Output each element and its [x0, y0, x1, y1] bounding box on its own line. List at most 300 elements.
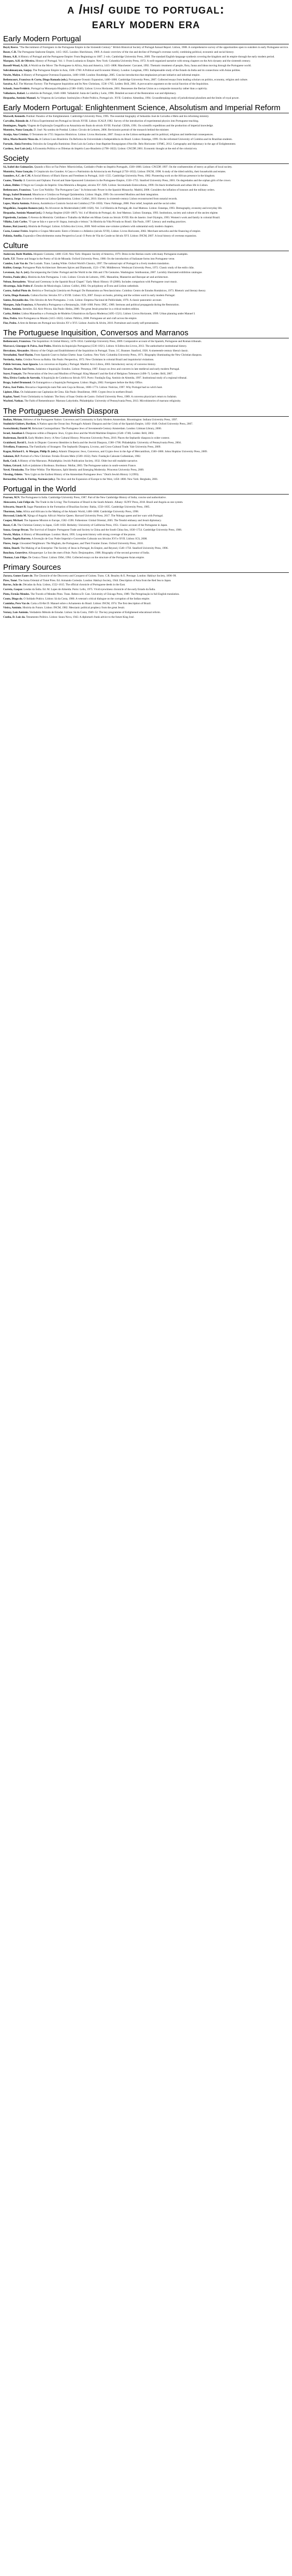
- entry-text: Império e Grupos Mercantis: Entre o Oriente e o Atlântico (século XVII). Lisbon: Livros Horizonte, 2002. Merchant networks and the financing of empire.: [29, 229, 201, 233]
- entry-text: História do Futuro. Lisbon: INCM, 1982. Messianic political prophecy from the great Jesuit.: [22, 606, 125, 610]
- entry-author: Israel, Jonathan I.: [3, 432, 25, 436]
- bibliography-entry: [3, 179, 289, 183]
- bibliography-entry: [3, 432, 289, 436]
- bibliography-entry: [3, 289, 289, 293]
- entry-author: Marcocci, Giuseppe & Paiva, José Pedro.: [3, 344, 52, 348]
- bibliography-entry: [3, 496, 289, 500]
- bibliography-entry: [3, 340, 289, 344]
- bibliography-entry: [3, 211, 289, 215]
- bibliography-entry: [3, 501, 289, 504]
- entry-text: Escravos e Senhores na Lisboa Quinhentista. Lisbon: Colibri, 2010. Slavery in sixteenth-century Lisbon reconstructed from notarial records.: [22, 197, 178, 201]
- section-heading: The Portuguese Jewish Diaspora: [3, 407, 289, 417]
- bibliography-entry: [3, 225, 289, 229]
- bibliography-entry: [3, 257, 289, 261]
- entry-text: A Parenética Portuguesa e a Restauração, 1640–1668. Porto: INIC, 1989. Sermons and political propaganda during the Restoration.: [34, 303, 179, 307]
- bibliography-entry: [3, 166, 289, 169]
- bibliography-entry: [3, 377, 289, 380]
- entry-text: O Avesso da Memória: Cotidiano e Trabalho da Mulher em Minas Gerais no Século XVIII. Rio de Janeiro: José Olympio, 1993. Women's work and family in colonial Brazil.: [28, 216, 221, 219]
- entry-text: The Jews and the Expansion of Europe to the West, 1450–1800. New York: Berghahn, 2001.: [56, 477, 159, 481]
- entry-text: Portuguese Oceanic Expansion, 1400–1800. Cambridge University Press, 2007. Collected essays from leading scholars on politics, economy, religion and culture.: [68, 78, 248, 81]
- entry-text: A History of Portugal and the Portuguese Empire: From Beginnings to 1807. 2 vols. Cambridge University Press, 2009. The standard English-language synthesis covering the kingdom and its empire through the early modern period.: [18, 55, 275, 58]
- entry-text: Pobreza, Assistência e Controlo Social em Coimbra (1750–1850). Viseu: Palimage, 2000. Poor relief, hospitals and the social order.: [30, 202, 176, 206]
- entry-text: História de Portugal. Lisbon: A Esfera dos Livros, 2009. Well-written one-volume synthesis with substantial early modern chapters.: [28, 225, 174, 229]
- entry-text: Albuquerque: Le lion des mers d'Asie. Paris: Desjonquères, 1988. Biography of the second governor of India.: [28, 551, 150, 555]
- entry-text: Early Modern Jewry: A New Cultural History. Princeton University Press, 2010. Places the Sephardic diaspora in wider context.: [28, 436, 170, 440]
- section-heading: Primary Sources: [3, 563, 289, 573]
- entry-text: Oito Séculos de Arte Portuguesa. 3 vols. Lisbon: Empresa Nacional de Publicidade, 1970. A classic panoramic account.: [29, 298, 162, 302]
- entry-text: Hebrews of the Portuguese Nation: Conversos and Community in Early Modern Amsterdam. Bloomington: Indiana University Press, 1997.: [23, 418, 178, 421]
- entry-author: Vieira, António.: [3, 606, 22, 610]
- entry-text: The Making of an Enterprise: The Society of Jesus in Portugal, Its Empire, and Beyond, 1540–1750. Stanford University Press, 1996.: [20, 546, 168, 550]
- entry-text: The Lusiads. Trans. Landeg White. Oxford World's Classics, 1997. The national epic of Portugal in a lively modern translation.: [29, 262, 170, 265]
- bibliography-entry: [3, 349, 289, 353]
- entry-author: Hespanha, António Manuel.: [3, 96, 36, 100]
- entry-text: History of the Origin and Establishment of the Inquisition in Portugal. Trans. J.C. Branner. Stanford, 1926. A nineteenth-century liberal classic.: [30, 349, 189, 352]
- bibliography-entry: [3, 363, 289, 367]
- bibliography-entry: [3, 197, 289, 201]
- bibliography-entry: [3, 547, 289, 550]
- section-heading: Portugal in the World: [3, 485, 289, 495]
- entry-text: Encompassing the Globe: Portugal and the World in the 16th and 17th Centuries. Washington: Smithsonian, 2007. Lavishly illustrated exhibition catalogue.: [30, 271, 203, 275]
- entry-author: Pires, Tomé.: [3, 579, 18, 582]
- bibliography-entry: [3, 294, 289, 298]
- entry-author: Marques, A.H. de Oliveira.: [3, 60, 35, 63]
- entry-text: A Inquisição de Coimbra no Século XVI. Porto: Fundação Eng. António de Almeida, 1997. Institutional study of a regional tribunal.: [41, 377, 187, 380]
- entry-text: O Soldado Prático. Lisbon: Sá da Costa, 1980. A veteran's critical dialogue on the corruption of the Indian empire.: [23, 597, 150, 601]
- entry-text: O Antigo Regime (1620–1807). Vol. 4 of História de Portugal, dir. José Mattoso. Lisbon: Estampa, 1993. Institutions, society and culture of the ancien régime.: [43, 211, 218, 215]
- bibliography-entry: [3, 120, 289, 123]
- entry-text: Quando o Rico se Faz Pobre: Misericórdias, Caridade e Poder no Império Português, 1500–1800. Lisbon: CNCDP, 1997. On the confraternities of mercy as pillars of local society.: [34, 165, 233, 169]
- entry-text: History of Portugal. Vol. 1: From Lusitania to Empire. New York: Columbia University Press, 1972. A well-organized narrative with strong chapters on the Avis dynasty and the sixteenth century.: [35, 60, 251, 63]
- bibliography-entry: [3, 588, 289, 592]
- bibliography-entry: [3, 468, 289, 472]
- entry-author: Flor, Pedro.: [3, 321, 17, 325]
- entry-text: The Japanese Mission to Europe, 1582–1590. Folkestone: Global Oriental, 2005. The Tenshō embassy and Jesuit diplomacy.: [23, 519, 162, 523]
- bibliography-entry: [3, 345, 289, 348]
- entry-text: Oráculos da Geografia Iluminista: Dom Luís da Cunha e Jean-Baptiste Bourguignon d'Anville. Belo Horizonte: UFMG, 2012. Cartography and diplomacy in the age of Enlightenment.: [32, 142, 236, 146]
- entry-author: Bethencourt, Francisco.: [3, 188, 31, 192]
- bibliography-entry: [3, 128, 289, 132]
- entry-text: The Portuguese Seaborne Empire, 1415–1825. London: Hutchinson, 1969. A classic overview of the rise and decline of Portugal's overseas world, combining political, economic and social history.: [17, 50, 234, 54]
- entry-text: Portrait of a New Christian: Fernão Álvares Melo (1569–1632). Paris: Fundação Calouste Gulbenkian, 1982.: [20, 455, 141, 458]
- bibliography-entry: [3, 64, 289, 68]
- bibliography-entry: [3, 602, 289, 606]
- entry-author: Roth, Cecil.: [3, 459, 17, 463]
- entry-text: Os Estrangeiros e a Inquisição Portuguesa. Lisbon: Hugin, 2002. Foreigners before the Holy Office.: [32, 381, 143, 385]
- bibliography-entry: [3, 391, 289, 394]
- bibliography-entry: [3, 322, 289, 325]
- entry-author: Fonseca, Jorge.: [3, 197, 21, 201]
- entry-author: Boxer, C.R.: [3, 50, 17, 54]
- entry-author: Bodian, Miriam.: [3, 418, 23, 421]
- entry-text: Souls in Dispute: Converso Identities in Iberia and the Jewish Diaspora, 1580–1700. Philadelphia: University of Pennsylvania Press, 2004.: [28, 441, 181, 444]
- bibliography-entry: [3, 271, 289, 275]
- entry-author: Costa, Leonor Freire.: [3, 229, 29, 233]
- section-heading: Culture: [3, 241, 289, 251]
- entry-text: No Alvorecer da Modernidade (1480–1620). Vol. 3 of História de Portugal, dir. José Mattoso. Lisbon: Estampa, 1993. Demography, economy and everyday life.: [45, 206, 223, 210]
- entry-text: Sermões. Ed. Alcir Pécora. São Paulo: Hedra, 2000. The great Jesuit preacher in a critical modern edition.: [22, 308, 140, 311]
- section: [3, 103, 289, 151]
- entry-author: Vieira, António.: [3, 308, 22, 311]
- entry-author: Zurara, Gomes Eanes de.: [3, 574, 33, 578]
- entry-author: Thornton, John.: [3, 510, 22, 513]
- entry-text: Décadas da Ásia. Lisbon, 1552–1615. The official chronicle of Portuguese deeds in the East.: [23, 583, 126, 587]
- bibliography-entry: [3, 143, 289, 146]
- entry-text: O Negro no Coração do Império: Uma Memória a Resgatar, séculos XV–XIX. Lisbon: Secretariado Entreculturas, 1999. On black brotherhoods and urban life in Lisbon.: [20, 183, 209, 187]
- entry-author: Lopes, Maria Antónia.: [3, 202, 30, 206]
- entry-author: Braga, Isabel Drumond.: [3, 193, 32, 196]
- bibliography-entry: [3, 83, 289, 86]
- bibliography-entry: [3, 207, 289, 210]
- entry-author: Bouchon, Geneviève.: [3, 551, 28, 555]
- bibliography-entry: [3, 51, 289, 54]
- bibliography-entry: [3, 97, 289, 100]
- bibliography-entry: [3, 280, 289, 284]
- entry-author: Flores, Jorge.: [3, 542, 19, 546]
- section: [3, 485, 289, 560]
- entry-author: Pulido Serrano, Juan Ignacio.: [3, 363, 39, 367]
- entry-text: Expansão e Descobrimentos numa Perspectiva Local: O Porto de Vila do Conde no Século XVI. Lisbon: INCM, 2007. A local history of overseas expansion.: [23, 234, 197, 238]
- entry-author: Santos, Reynaldo dos.: [3, 298, 29, 302]
- entry-text: The Chronicle of the Discovery and Conquest of Guinea. Trans. C.R. Beazley & E. Prestage. London: Hakluyt Society, 1896–99.: [33, 574, 177, 578]
- entry-text: La rebelión de Portugal, 1640–1680. Valladolid: Junta de Castilla y León, 1998. Detailed account of the Restoration war and diplomacy.: [26, 91, 177, 95]
- entry-text: Unwanted Neighbours: The Mughals, the Portuguese, and Their Frontier Zones. Oxford University Press, 2018.: [19, 542, 143, 546]
- section-heading: The Portuguese Inquisition, Conversos and Marranos: [3, 328, 289, 338]
- bibliography-entry: [3, 528, 289, 532]
- entry-author: Coates, Timothy J.: [3, 179, 26, 183]
- entry-text: From Christianity to Judaism: The Story of Isaac Orobio de Castro. Oxford University Press, 1989. A converso physician's return to Judaism.: [20, 395, 177, 398]
- bibliography-entry: [3, 234, 289, 238]
- section-heading: Early Modern Portugal: [3, 34, 289, 44]
- entry-author: Monteiro, Nuno Gonçalo.: [3, 170, 33, 173]
- section-heading: Society: [3, 154, 289, 164]
- entry-author: Carita, Helder.: [3, 312, 21, 316]
- entry-author: Schwartz, Stuart B.: [3, 505, 27, 509]
- entry-author: Figueiredo, Luciano.: [3, 216, 28, 219]
- entry-text: From Spanish Court to Italian Ghetto: Isaac Cardoso. New York: Columbia University Press, 1971. Biography illuminating the New Christian diaspora.: [34, 354, 202, 357]
- bibliography-entry: [3, 455, 289, 458]
- entry-author: Heywood, Linda M.: [3, 514, 27, 518]
- entry-author: Lahon, Didier.: [3, 183, 20, 187]
- bibliography-entry: [3, 519, 289, 523]
- entry-text: História da Inquisição Portuguesa (1536–1821). Lisbon: A Esfera dos Livros, 2013. The authoritative institutional history.: [52, 344, 187, 348]
- bibliography-entry: [3, 303, 289, 307]
- entry-author: Saunders, A.C. de C.M.: [3, 174, 31, 178]
- entry-author: Bethencourt, Francisco.: [3, 340, 31, 344]
- entry-author: Studnicki-Gizbert, Daviken.: [3, 422, 36, 426]
- entry-author: Pearson, M.N.: [3, 496, 20, 500]
- bibliography-entry: [3, 450, 289, 454]
- entry-author: Disney, A.R.: [3, 55, 18, 58]
- entry-text: The Survival of Empire: Portuguese Trade and Society in China and the South China Sea, 1630–1754. Cambridge University Press, 1986.: [29, 528, 182, 532]
- entry-text: De Ceuta a Timor. Lisbon: Difel, 1994. Collected essays on the structure of the Portuguese Asian empire.: [28, 556, 145, 559]
- bibliography-entry: [3, 445, 289, 449]
- entry-author: Salomon, H.P.: [3, 455, 20, 458]
- entry-author: Verney, Luís António.: [3, 611, 29, 615]
- entry-author: Swetschinski, Daniel M.: [3, 427, 32, 431]
- entry-text: Verdadeiro Método de Estudar. Lisbon: Sá da Costa, 1949–52. The key programme of Enlightened educational reform.: [29, 611, 161, 615]
- bibliography-entry: [3, 92, 289, 96]
- entry-text: Judaísmo e Inquisição: Estudos. Lisbon: Presença, 1987. Essays on Jews and converts in late medieval and early modern Portugal.: [35, 367, 180, 371]
- entry-author: Nelson, Bernadette.: [3, 280, 27, 284]
- entry-author: Alvarenga, João Pedro d'.: [3, 285, 34, 288]
- entry-author: Araújo, Ana Cristina.: [3, 133, 29, 137]
- entry-author: Pinto, Fernão Mendes.: [3, 592, 30, 596]
- entry-text: The Christian Century in Japan, 1549–1650. Berkeley: University of California Press, 1951. Classic account of the Portuguese in Japan.: [17, 523, 168, 527]
- bibliography-entry: [3, 427, 289, 431]
- entry-author: Carvalho, Rómulo de.: [3, 119, 29, 123]
- bibliography-entry: [3, 184, 289, 187]
- entry-author: Earle, T.F.: [3, 257, 16, 261]
- section-heading: Early Modern Portugal: Enlightenment Science, Absolutism and Imperial Reform: [3, 103, 289, 113]
- entry-author: Soyer, François.: [3, 372, 22, 375]
- bibliography-entry: [3, 533, 289, 537]
- entry-author: Trivellato, Francesca.: [3, 445, 29, 449]
- bibliography-entry: [3, 354, 289, 357]
- bibliography-entry: [3, 616, 289, 619]
- entry-author: Barros, João de.: [3, 583, 22, 587]
- entry-author: Boyd, Reeve.: [3, 46, 19, 49]
- title-line-1: a /his/ guide to portugal:: [67, 2, 225, 17]
- entry-author: Bethencourt, Francisco & Curto, Diogo Ramada (eds.).: [3, 78, 68, 81]
- bibliography-entry: [3, 583, 289, 587]
- entry-author: Boxer, C.R.: [3, 523, 17, 527]
- bibliography-entry: [3, 60, 289, 63]
- entry-author: Marques, João Francisco.: [3, 303, 34, 307]
- entry-author: Newitt, Malyn.: [3, 533, 21, 536]
- entry-text: Atlantic Diasporas: Jews, Conversos, and Crypto-Jews in the Age of Mercantilism, 1500–1800. Johns Hopkins University Press, 2009.: [58, 450, 208, 454]
- entry-author: Yerushalmi, Yosef Hayim.: [3, 354, 34, 357]
- bibliography-entry: [3, 189, 289, 192]
- bibliography-entry: [3, 579, 289, 583]
- entry-text: The Portuguese Empire in Asia, 1500–1700: A Political and Economic History. London: Longman, 1993. Indispensable study of the Estado da India and its connections with Asian polities.: [33, 68, 241, 72]
- entry-author: Alden, Dauril.: [3, 546, 20, 550]
- entry-author: Levenson, Jay A. (ed.).: [3, 271, 30, 275]
- section: [3, 154, 289, 238]
- bibliography-entry: [3, 473, 289, 477]
- bibliography-entry: [3, 216, 289, 220]
- bibliography-entry: [3, 193, 289, 197]
- entry-text: Theme and Image in the Poetry of Sá de Miranda. Oxford University Press, 1980. On the introduction of Italianate forms into Portuguese verse.: [16, 257, 175, 261]
- entry-author: Kaplan, Yosef.: [3, 395, 20, 398]
- entry-author: Newitt, Malyn.: [3, 73, 21, 77]
- bibliography-entry: [3, 266, 289, 270]
- entry-text: A Física Experimental em Portugal no Século XVIII. Lisbon: ICALP, 1982. Survey of the introduction of experimental physics into Portuguese teaching.: [29, 119, 199, 123]
- entry-author: Cardoso, José Luís (ed.).: [3, 147, 32, 150]
- bibliography-entry: [3, 115, 289, 119]
- entry-text: The Persecution of the Jews and Muslims of Portugal: King Manuel I and the End of Religious Tolerance (1496–7). Leiden: Brill, 2007.: [22, 372, 173, 375]
- entry-text: Convicts and Orphans: Forced and State-Sponsored Colonizers in the Portuguese Empire, 1550–1755. Stanford University Press, 2001. On degredados and the orphan girls of the crown.: [26, 179, 232, 183]
- entry-author: Subrahmanyam, Sanjay.: [3, 68, 32, 72]
- entry-author: Schaub, Jean-Frédéric.: [3, 87, 31, 91]
- bibliography-entry: [3, 418, 289, 422]
- entry-author: Herculano, Alexandre.: [3, 349, 30, 352]
- bibliography-entry: [3, 285, 289, 288]
- entry-author: Mea, Elvira Cunha de Azevedo.: [3, 377, 41, 380]
- entry-text: Juifs et judaïsme à Bordeaux. Bordeaux: Mollat, 2003. The Portuguese nation in south-western France.: [22, 464, 137, 467]
- section: [3, 563, 289, 619]
- section: [3, 241, 289, 325]
- entry-author: Saraiva, A.J.: [3, 83, 18, 86]
- entry-author: Pereira, Paulo (dir.).: [3, 275, 28, 279]
- entry-author: Silva, Maria Beatriz Nizza da.: [3, 137, 39, 141]
- entry-text: Testamento Político. Lisbon: Seara Nova, 1943. A diplomat's frank advice to the future King José.: [26, 615, 135, 619]
- bibliography-entry: [3, 514, 289, 518]
- bibliography-entry: [3, 74, 289, 77]
- entry-text: Arte Portuguesa no Mundo (1415–1822). Lisbon: Público, 2008. Portuguese art and craft across the empire.: [18, 317, 138, 321]
- bibliography-entry: [3, 308, 289, 311]
- bibliography-entry: [3, 276, 289, 279]
- entry-author: Alencastro, Luiz Felipe de.: [3, 500, 35, 504]
- entry-text: "New Light on the Earliest History of the Amsterdam Portuguese Jews." Dutch Jewish History 3 (1993).: [23, 473, 139, 477]
- entry-text: A Invenção de Goa: Poder Imperial e Conversões Culturais nos Séculos XVI e XVII. Lisbon: ICS, 2008.: [31, 537, 148, 541]
- entry-text: Portuguese Plain Architecture: Between Spices and Diamonds, 1521–1706. Middletown: Wesleyan University Press, 1972. Classic study of the estilo chão.: [22, 266, 194, 270]
- entry-author: Correia, Gaspar.: [3, 588, 23, 592]
- entry-author: Wachtel, Nathan.: [3, 399, 24, 403]
- bibliography-entry: [3, 170, 289, 174]
- entry-author: Kubler, George.: [3, 266, 22, 270]
- bibliography-entry: [3, 55, 289, 59]
- bibliography-entry: [3, 253, 289, 256]
- entry-text: The Faith of Remembrance: Marrano Labyrinths. Philadelphia: University of Pennsylvania Press, 2013. Microhistories of marrano religiosity.: [24, 399, 181, 403]
- bibliography-entry: [3, 69, 289, 73]
- entry-author: Caminha, Pero Vaz de.: [3, 602, 30, 605]
- bibliography-entry: [3, 386, 289, 390]
- entry-author: Camões, Luís Vaz de.: [3, 262, 29, 265]
- entry-author: Bernardini, Paolo & Fiering, Norman (eds.).: [3, 477, 56, 481]
- entry-author: Xavier, Ângela Barreto.: [3, 537, 31, 541]
- bibliography-entry: [3, 202, 289, 206]
- bibliography-entry: [3, 551, 289, 555]
- entry-author: Furtado, Júnia Ferreira.: [3, 142, 32, 146]
- entry-author: Anderson, Ruth Matilda.: [3, 252, 33, 256]
- entry-text: Reluctant Cosmopolitans: The Portuguese Jews of Seventeenth-Century Amsterdam. London: Littman Library, 2000.: [32, 427, 162, 431]
- entry-text: Carta a El-Rei D. Manuel sobre o Achamento do Brasil. Lisbon: INCM, 1974. The first description of Brazil.: [30, 602, 152, 605]
- sections-container: [3, 34, 289, 619]
- bibliography-entry: [3, 230, 289, 233]
- bibliography-entry: [3, 505, 289, 509]
- entry-text: Cultura Escrita: Séculos XV a XVIII. Lisbon: ICS, 2007. Essays on books, printing and the written word in early modern Portugal.: [30, 294, 176, 298]
- page-title: [3, 2, 289, 31]
- bibliography-entry: [3, 510, 289, 514]
- entry-author: Novinsky, Anita.: [3, 358, 23, 362]
- entry-author: Lipiner, Elias.: [3, 390, 20, 394]
- bibliography-entry: [3, 460, 289, 463]
- bibliography-entry: [3, 524, 289, 527]
- entry-text: Hispanic Costume, 1480–1530. New York: Hispanic Society of America, 1979. Dress in the Iberian courts with many Portuguese examples.: [33, 252, 188, 256]
- bibliography-entry: [3, 87, 289, 91]
- bibliography-entry: [3, 262, 289, 266]
- entry-author: Magalhães, Joaquim Romero (ed.).: [3, 206, 45, 210]
- bibliography-entry: [3, 133, 289, 137]
- section: [3, 328, 289, 404]
- entry-author: Polónia, Amélia.: [3, 234, 22, 238]
- entry-author: Castro, Aníbal Pinto de.: [3, 289, 32, 293]
- entry-author: Domingues, Ângela.: [3, 124, 27, 127]
- entry-text: A History of Mozambique. London: Hurst, 1995. Long-term history with strong coverage of the prazos.: [21, 533, 136, 536]
- entry-author: Sá, Isabel dos Guimarães.: [3, 165, 34, 169]
- entry-text: "The Recruitment of Foreigners in the Portuguese Empire in the Sixteenth Century." British Historical Society of Portugal Annual Report. Lisbon, 1988. A comprehensive survey of the opportunities open to outsiders in early Portuguese service.: [19, 46, 289, 49]
- bibliography-entry: [3, 317, 289, 321]
- entry-text: História da Arte Portuguesa. 3 vols. Lisbon: Círculo de Leitores, 1995. Manueline, Mannerist and Baroque art and architecture.: [28, 275, 169, 279]
- entry-text: The Suma Oriental of Tomé Pires. Ed. Armando Cortesão. London: Hakluyt Society, 1944. Description of Asia from the Red Sea to Japan.: [18, 579, 172, 582]
- entry-text: A Arte do Retrato em Portugal nos Séculos XV e XVI. Lisbon: Assírio & Alvim, 2010. Portraiture and courtly self-presentation.: [17, 321, 160, 325]
- entry-author: Dias, Pedro.: [3, 317, 18, 321]
- entry-text: The Portuguese in India. Cambridge University Press, 1987. Part of the New Cambridge History of India; concise and authoritative.: [20, 496, 167, 500]
- entry-text: O Terramoto de 1755: Impactos Históricos. Lisbon: Livros Horizonte, 2007. Essays on the Lisbon earthquake and its political, religious and intellectual consequences.: [29, 133, 214, 137]
- bibliography-entry: [3, 138, 289, 142]
- bibliography-entry: [3, 464, 289, 468]
- entry-text: Los conversos en España y Portugal. Madrid: Arco Libros, 2003. Introductory survey of converso history.: [39, 363, 156, 367]
- entry-author: Couto, Diogo do.: [3, 597, 23, 601]
- bibliography-entry: [3, 556, 289, 560]
- bibliography-entry: [3, 312, 289, 316]
- entry-text: Bruxaria e Superstição num País sem Caça às Bruxas, 1600–1774. Lisbon: Notícias, 1997. Why Portugal had no witch hunt.: [25, 386, 163, 390]
- bibliography-entry: [3, 147, 289, 151]
- entry-author: Curto, Diogo Ramada.: [3, 294, 30, 298]
- entry-author: Ramos, Rui (coord.).: [3, 225, 28, 229]
- entry-author: Maxwell, Kenneth.: [3, 114, 26, 118]
- section: [3, 34, 289, 100]
- entry-text: The Trade in the Living: The Formation of Brazil in the South Atlantic. Albany: SUNY Press, 2018. Brazil and Angola as one system.: [35, 500, 184, 504]
- entry-text: Portugal na Monarquia Hispânica (1580–1640). Lisbon: Livros Horizonte, 2001. Reassesses the Iberian Union as a composite monarchy rather than a captivity.: [31, 87, 208, 91]
- bibliography-entry: [3, 611, 289, 615]
- bibliography-entry: [3, 46, 289, 50]
- entry-author: Graizbord, David L.: [3, 441, 28, 444]
- entry-text: Mouriscos e Cristãos no Portugal Quinhentista. Lisbon: Hugin, 1999. On converted Muslims and their integration.: [32, 193, 159, 196]
- entry-text: The Other Within: The Marranos, Split Identity and Emerging Modernity. Princeton University Press, 2009.: [25, 468, 144, 472]
- bibliography-entry: [3, 220, 289, 224]
- entry-author: Hespanha, António Manuel (ed.).: [3, 211, 42, 215]
- entry-text: A World on the Move: The Portuguese in Africa, Asia and America, 1415–1808. Manchester: Carcanet, 1992. Thematic treatment of people, flora, fauna and ideas moving through the Portuguese world.: [28, 64, 251, 68]
- entry-author: Monteiro, Nuno Gonçalo.: [3, 128, 33, 132]
- entry-text: Lendas da Índia. Ed. M. Lopes de Almeida. Porto: Lello, 1975. Vivid eyewitness chronicle of the early Estado da Índia.: [23, 588, 156, 592]
- entry-author: Russell-Wood, A.J.R.: [3, 64, 28, 68]
- page: [0, 0, 292, 625]
- bibliography-entry: [3, 368, 289, 371]
- entry-text: "Ritual and Ceremony in the Spanish Royal Chapel." Early Music History 19 (2000). Includes comparison with Portuguese court music.: [27, 280, 178, 284]
- entry-text: The Inquisition: A Global History, 1478–1834. Cambridge University Press, 2009. Comparative account of the Spanish, Portuguese and Roman tribunals.: [32, 340, 202, 344]
- entry-text: The Familiarity of Strangers: The Sephardic Diaspora, Livorno, and Cross-Cultural Trade. Yale University Press, 2009.: [29, 445, 161, 449]
- bibliography-entry: [3, 437, 289, 440]
- bibliography-entry: [3, 537, 289, 541]
- entry-text: Pombal: Paradox of the Enlightenment. Cambridge University Press, 1995. The essential biography of Sebastião José de Carvalho e Melo and his reforming ministry.: [26, 114, 210, 118]
- title-line-2: early modern era: [92, 17, 200, 31]
- entry-text: Os Judaizantes nas Capitanias de Cima. São Paulo: Brasiliense, 1969. Crypto-Jews in northern Brazil.: [20, 390, 133, 394]
- entry-author: Tavares, Maria José Ferro.: [3, 367, 35, 371]
- bibliography-entry: [3, 422, 289, 426]
- entry-author: Cooper, Michael.: [3, 519, 23, 523]
- bibliography-entry: [3, 593, 289, 596]
- entry-text: "O que se fala e o que se lê: língua, instrução e leitura." In História da Vida Privada no Brasil. São Paulo, 1997. Literacy and reading practices.: [28, 220, 187, 224]
- entry-text: A Cultura Luso-Brasileira: Da Reforma da Universidade à Independência do Brasil. Lisbon: Estampa, 1999. On the reformed University of Coimbra and its Brazilian students.: [39, 137, 233, 141]
- entry-text: A Social History of Black Slaves and Freedmen in Portugal, 1441–1555. Cambridge University Press, 1982. Pioneering work on the African presence in the kingdom.: [31, 174, 215, 178]
- entry-text: A Economia Política e os Dilemas do Império Luso-Brasileiro (1790–1822). Lisbon: CNCDP, 2001. Economic thought at the end of the colonial era.: [32, 147, 198, 150]
- entry-text: Lisboa Manuelina e a Formação de Modelos Urbanísticos da Época Moderna (1495–1521). Lisbon: Livros Horizonte, 1999. Urban planning under Manuel I.: [21, 312, 196, 316]
- entry-author: Nahon, Gérard.: [3, 464, 22, 467]
- entry-author: Yovel, Yirmiyahu.: [3, 468, 25, 472]
- entry-text: A Nation upon the Ocean Sea: Portugal's Atlantic Diaspora and the Crisis of the Spanish Empire, 1492–1640. Oxford University Press, 2007.: [36, 422, 193, 426]
- entry-text: The Travels of Mendes Pinto. Trans. Rebecca D. Catz. University of Chicago Press, 1989. The Peregrinação in full English translation.: [30, 592, 180, 596]
- entry-author: Valladares, Rafael.: [3, 91, 26, 95]
- entry-text: "Low Cost Nobility: The Portuguese Case." In Aristocratic Power in the Spanish Monarchy. Madrid, 2008. Considers the inflation of honours and the military orders.: [32, 188, 215, 192]
- bibliography-entry: [3, 606, 289, 610]
- bibliography-entry: [3, 358, 289, 362]
- entry-text: Retórica e Teorização Literária em Portugal: Do Humanismo ao Neoclassicismo. Coimbra: Centro de Estudos Românicos, 1973. Rhetoric and literary theory.: [32, 289, 206, 293]
- bibliography-entry: [3, 542, 289, 546]
- bibliography-entry: [3, 395, 289, 399]
- entry-text: Sugar Plantations in the Formation of Brazilian Society: Bahia, 1550–1835. Cambridge University Press, 1985.: [27, 505, 150, 509]
